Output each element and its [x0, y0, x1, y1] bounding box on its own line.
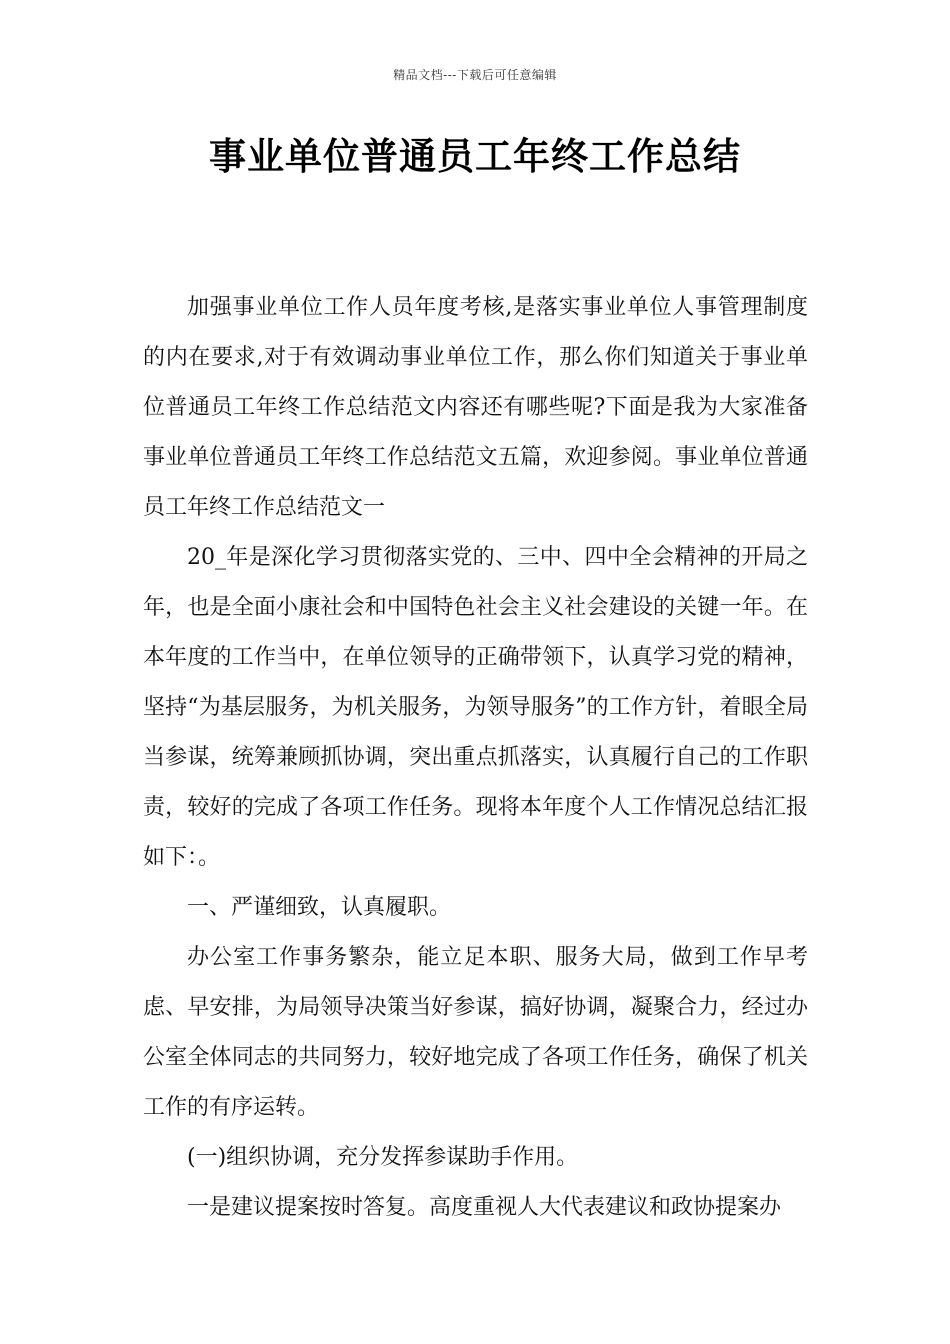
paragraph-office-work: 办公室工作事务繁杂，能立足本职、服务大局，做到工作早考虑、早安排，为局领导决策当好参谋，搞好协调，凝聚合力，经过办公室全体同志的共同努力，较好地完成了各项工作任务，确保了机关工作的有序运转。 — [143, 945, 808, 1120]
paragraph-intro: 加强事业单位工作人员年度考核,是落实事业单位人事管理制度的内在要求,对于有效调动事业单位工作，那么你们知道关于事业单位普通员工年终工作总结范文内容还有哪些呢?下面是我为大家准备事业单位普通员工年终工作总结范文五篇，欢迎参阅。事业单位普通员工年终工作总结范文一 — [143, 295, 808, 520]
document-title: 事业单位普通员工年终工作总结 — [209, 135, 741, 178]
document-body — [143, 283, 808, 1233]
paragraph-proposals: 一是建议提案按时答复。高度重视人大代表建议和政协提案办 — [187, 1195, 782, 1220]
subsection-heading-1: (一)组织协调，充分发挥参谋助手作用。 — [187, 1145, 579, 1170]
paragraph-overview: 20_年是深化学习贯彻落实党的、三中、四中全会精神的开局之年，也是全面小康社会和中国特色社会主义社会建设的关键一年。在本年度的工作当中，在单位领导的正确带领下，认真学习党的精神，坚持“为基层服务，为机关服务，为领导服务”的工作方针，着眼全局当参谋，统筹兼顾抓协调，突出重点抓落实，认真履行自己的工作职责，较好的完成了各项工作任务。现将本年度个人工作情况总结汇报如下：。 — [143, 545, 808, 870]
header-note: 精品文档---下载后可任意编辑 — [393, 68, 557, 82]
section-heading-1: 一、严谨细致，认真履职。 — [187, 895, 452, 920]
